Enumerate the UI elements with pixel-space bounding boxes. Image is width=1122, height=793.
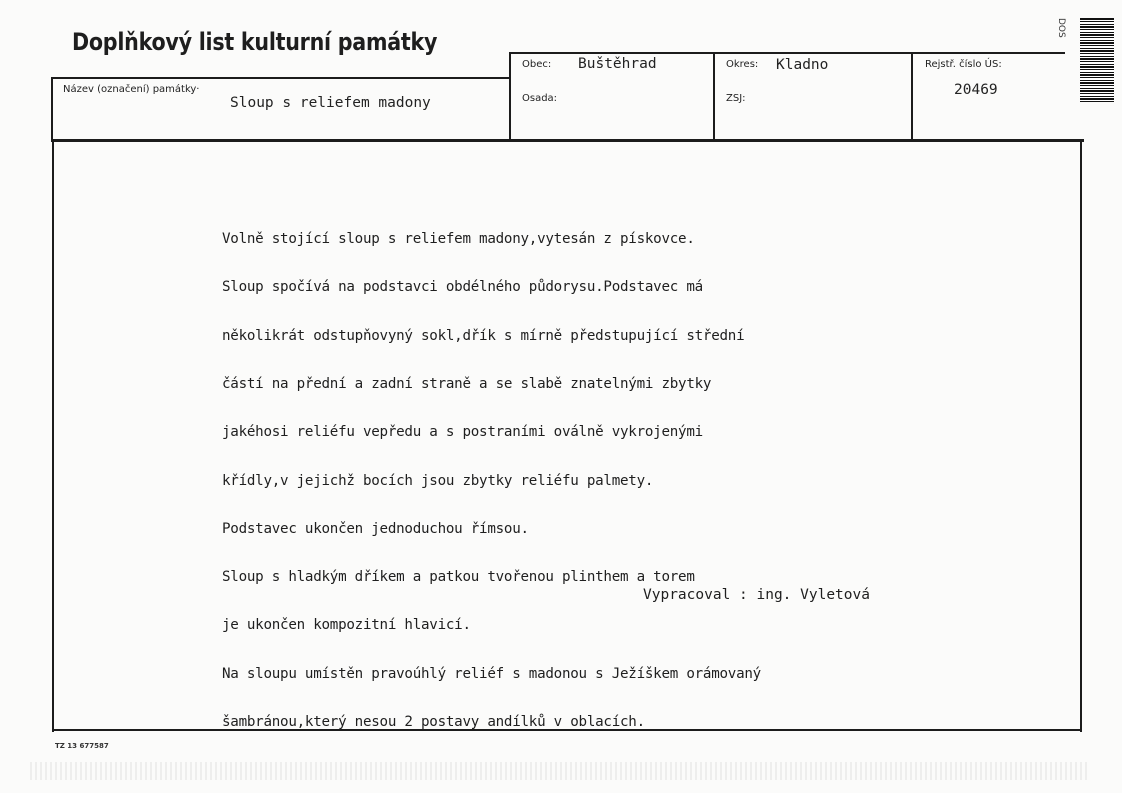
header-bottom-line — [51, 139, 1084, 142]
barcode — [1080, 18, 1114, 102]
header-divider-1 — [509, 52, 511, 140]
description-line: Na sloupu umístěn pravoúhlý reliéf s madonou s Ježíškem orámovaný — [222, 665, 761, 682]
description-line: jakéhosi reliéfu vepředu a s postraními oválně vykrojenými — [222, 424, 703, 441]
obec-value: Buštěhrad — [578, 56, 657, 72]
description-line: Sloup spočívá na podstavci obdélného půdorysu.Podstavec má — [222, 279, 703, 296]
document-title: Doplňkový list kulturní památky — [72, 28, 438, 56]
description-line: Volně stojící sloup s reliefem madony,vytesán z pískovce. — [222, 231, 695, 248]
scan-artifact-band — [30, 762, 1090, 780]
name-value: Sloup s reliefem madony — [230, 95, 431, 111]
header-divider-2 — [713, 52, 715, 140]
okres-label: Okres: — [726, 59, 759, 70]
description-line: šambránou,který nesou 2 postavy andílků v oblacích. — [222, 714, 645, 730]
obec-label: Obec: — [522, 59, 552, 70]
description-line: částí na přední a zadní straně a se slabě znatelnými zbytky — [222, 376, 712, 393]
description-line: křídly,v jejichž bocích jsou zbytky reliéfu palmety. — [222, 472, 654, 489]
rejstr-label: Rejstř. číslo ÚS: — [925, 59, 1002, 70]
osada-label: Osada: — [522, 93, 558, 104]
form-code: TZ 13 677587 — [55, 742, 109, 750]
name-label: Název (označení) památky· — [63, 84, 200, 95]
description-line: Sloup s hladkým dříkem a patkou tvořenou plinthem a torem — [222, 569, 695, 586]
author-signature: Vypracoval : ing. Vyletová — [643, 587, 870, 603]
description-line: je ukončen kompozitní hlavicí. — [222, 617, 471, 634]
zsj-label: ZSJ: — [726, 93, 746, 104]
body-right-border — [1080, 142, 1082, 732]
barcode-label: DOS — [1056, 18, 1066, 38]
header-divider-3 — [911, 52, 913, 140]
okres-value: Kladno — [776, 57, 829, 73]
description-line: Podstavec ukončen jednoduchou římsou. — [222, 520, 529, 537]
description-line: několikrát odstupňovyný sokl,dřík s mírně předstupující střední — [222, 327, 745, 344]
header-top-line-left — [51, 77, 511, 79]
rejstr-value: 20469 — [954, 82, 998, 98]
body-left-border — [52, 142, 54, 732]
header-top-line-right — [509, 52, 1065, 54]
header-left-border — [51, 77, 53, 142]
description-text — [222, 199, 761, 746]
